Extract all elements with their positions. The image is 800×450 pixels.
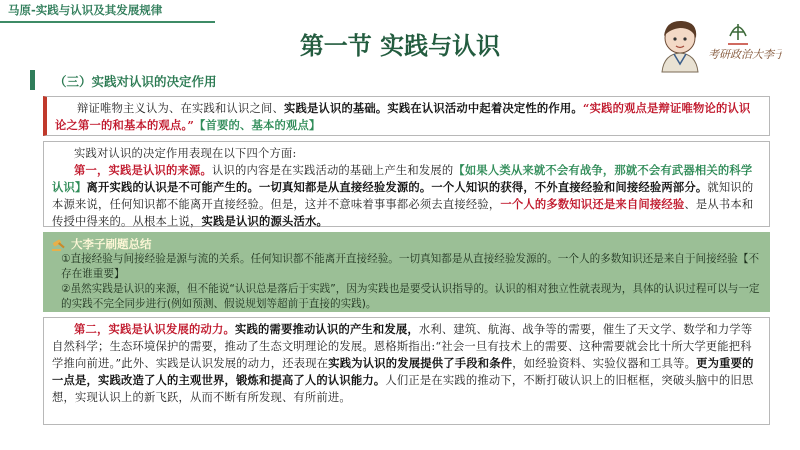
svg-text:考研政治大李子: 考研政治大李子 bbox=[708, 48, 782, 61]
point2-text-f: 人们正是在实践的推动下，不断打破认识上的旧框框，突破头脑中的旧思想，实现认识上的新飞跃，从而不断有所发现、有所前进。 bbox=[52, 374, 754, 404]
point1-text-c: 离开实践的认识是不可能产生的。一切真知都是从直接经验发源的。一个人知识的获得，不外直接经验和间接经验两部分。 bbox=[86, 180, 708, 194]
box1-text-1: 辩证唯物主义认为、在实践和认识之间、 bbox=[77, 102, 284, 115]
box1-bold: 实践是认识的基础。实践在认识活动中起着决定性的作用。 bbox=[283, 101, 583, 115]
section-heading-text: （三）实践对认识的决定作用 bbox=[54, 74, 217, 89]
summary-panel bbox=[43, 232, 770, 312]
summary-title-row bbox=[51, 236, 762, 252]
point1-heading: 第一，实践是认识的来源。 bbox=[74, 163, 212, 177]
summary-title: 大李子刷题总结 bbox=[71, 237, 152, 251]
point2-bold-c: 实践为认识的发展提供了手段和条件 bbox=[328, 356, 513, 370]
definition-box bbox=[43, 96, 770, 136]
point2-text-b: 水利、建筑、航海、战争等的需要，催生了天文学、数学和力学等自然科学；生态环境保护的需要，推动了生态文明理论的发展。恩格斯指出:“社会一旦有技术上的需要、这种需要就会比十所大学更能把科学推向前进。”此外、实践是认识发展的动力，还表现在 bbox=[52, 323, 753, 370]
avatar-illustration bbox=[652, 14, 782, 74]
gavel-icon bbox=[51, 238, 67, 252]
point1-text-f: 、是从书本和传授中得来的。从根本上说， bbox=[52, 198, 754, 228]
point1-emphasis: 一个人的多数知识还是来自间接经验 bbox=[500, 197, 685, 211]
box1-note: 【首要的、基本的观点】 bbox=[194, 118, 321, 132]
section-accent-bar bbox=[30, 70, 35, 90]
source-of-knowledge-box bbox=[43, 141, 770, 227]
box2-intro: 实践对认识的决定作用表现在以下四个方面: bbox=[74, 147, 297, 160]
point1-conclusion: 实践是认识的源头活水。 bbox=[201, 214, 328, 228]
point1-text-a: 认识的内容是在实践活动的基础上产生和发展的 bbox=[211, 164, 454, 177]
breadcrumb: 马原-实践与认识及其发展规律 bbox=[8, 3, 163, 17]
point2-bold-a: 实践的需要推动认识的产生和发展， bbox=[234, 322, 419, 336]
point1-example: 【如果人类从来就不会有战争，那就不会有武器相关的科学认识】 bbox=[52, 163, 753, 194]
page-title: 第一节 实践与认识 bbox=[299, 32, 501, 60]
summary-line-1: ①直接经验与间接经验是源与流的关系。任何知识都不能离开直接经验。一切真知都是从直接经验发源的。一个人的多数知识还是来自于间接经验【不存在谁重要】 bbox=[61, 253, 760, 280]
summary-line-2: ②虽然实践是认识的来源，但不能说“认识总是落后于实践”，因为实践也是要受认识指导的。认识的相对独立性就表现为，具体的认识过程可以与一定的实践不完全同步进行(例如预测、假说规划等超前于直接的实践)。 bbox=[61, 283, 760, 310]
brand-logo bbox=[652, 14, 782, 74]
point1-text-d: 就知识的本源来说，任何知识都不能离开直接经验。但是，这并不意味着事事都必须去直接经验， bbox=[52, 181, 754, 211]
breadcrumb-underline bbox=[0, 21, 215, 23]
section-heading bbox=[30, 68, 380, 92]
point2-heading: 第二，实践是认识发展的动力。 bbox=[74, 322, 235, 336]
box1-quote: “实践的观点是辩证唯物论的认识论之第一的和基本的观点。” bbox=[55, 101, 751, 132]
point2-text-d: ，如经验资料、实验仪器和工具等。 bbox=[512, 357, 697, 370]
point2-bold-e: 更为重要的一点是，实践改造了人的主观世界，锻炼和提高了人的认识能力。 bbox=[52, 356, 754, 387]
driving-force-box bbox=[43, 317, 770, 425]
